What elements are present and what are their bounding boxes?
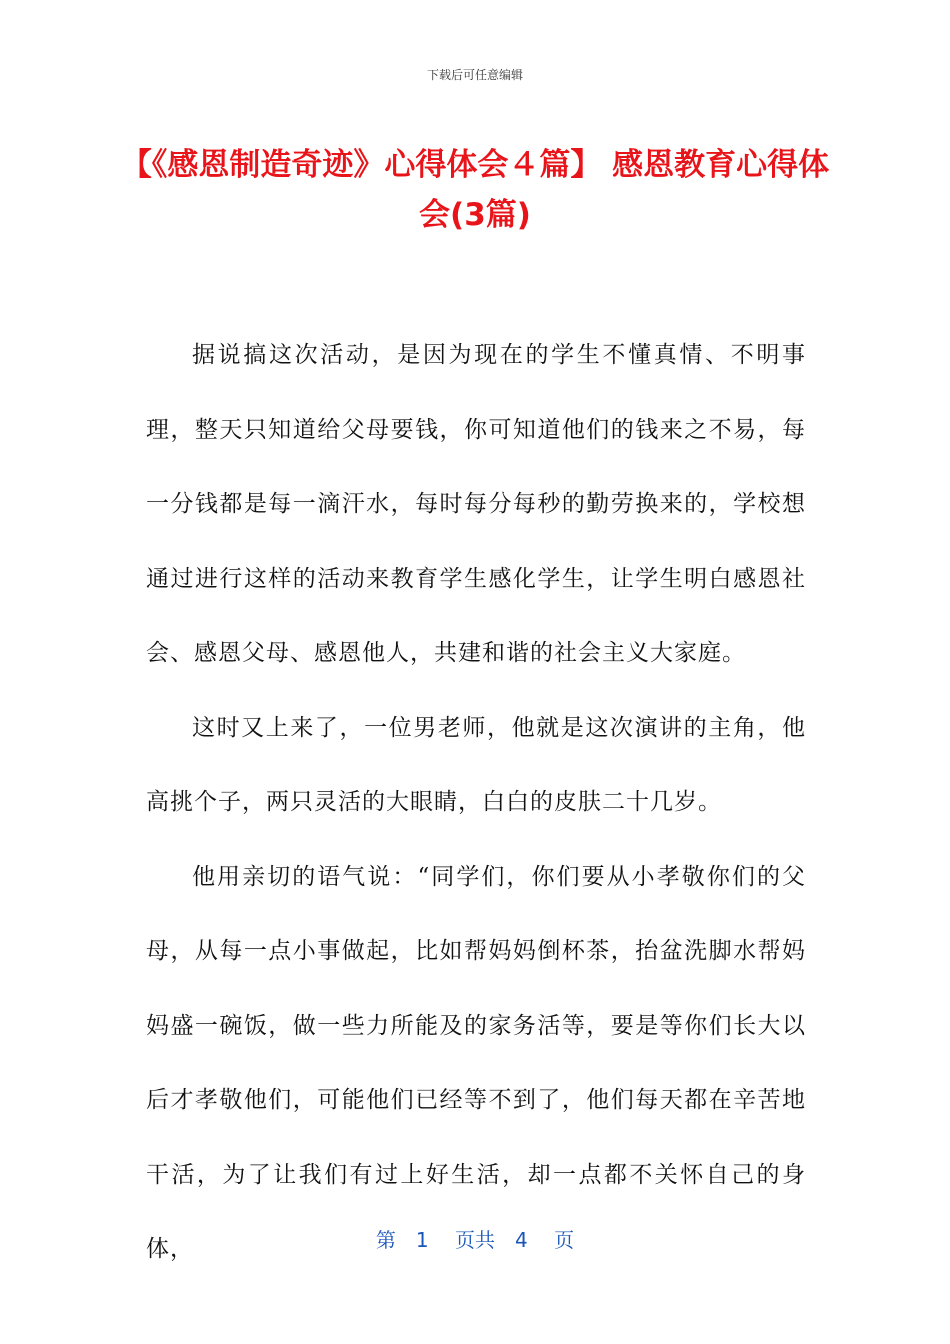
page-header-note: 下载后可任意编辑 (426, 68, 523, 82)
body-paragraph: 这时又上来了，一位男老师，他就是这次演讲的主角，他高挑个子，两只灵活的大眼睛，白白的皮肤二十几岁。 (146, 714, 806, 815)
document-title: 【《感恩制造奇迹》心得体会４篇】 感恩教育心得体会(3篇) (120, 147, 830, 233)
body-paragraph: 据说搞这次活动，是因为现在的学生不懂真情、不明事理，整天只知道给父母要钱，你可知道他们的钱来之不易，每一分钱都是每一滴汗水，每时每分每秒的勤劳换来的，学校想通过进行这样的活动来教育学生感化学生，让学生明白感恩社会、感恩父母、感恩他人，共建和谐的社会主义大家庭。 (146, 342, 806, 666)
body-paragraph: 他用亲切的语气说：“同学们，你们要从小孝敬你们的父母，从每一点小事做起，比如帮妈妈倒杯茶，抬盆洗脚水帮妈妈盛一碗饭，做一些力所能及的家务活等，要是等你们长大以后才孝敬他们，可能他们已经等不到了，他们每天都在辛苦地干活，为了让我们有过上好生活，却一点都不关怀自己的身体， (146, 863, 806, 1262)
document-body (146, 318, 806, 1287)
page-number-footer: 第 1 页共 4 页 (375, 1228, 575, 1252)
